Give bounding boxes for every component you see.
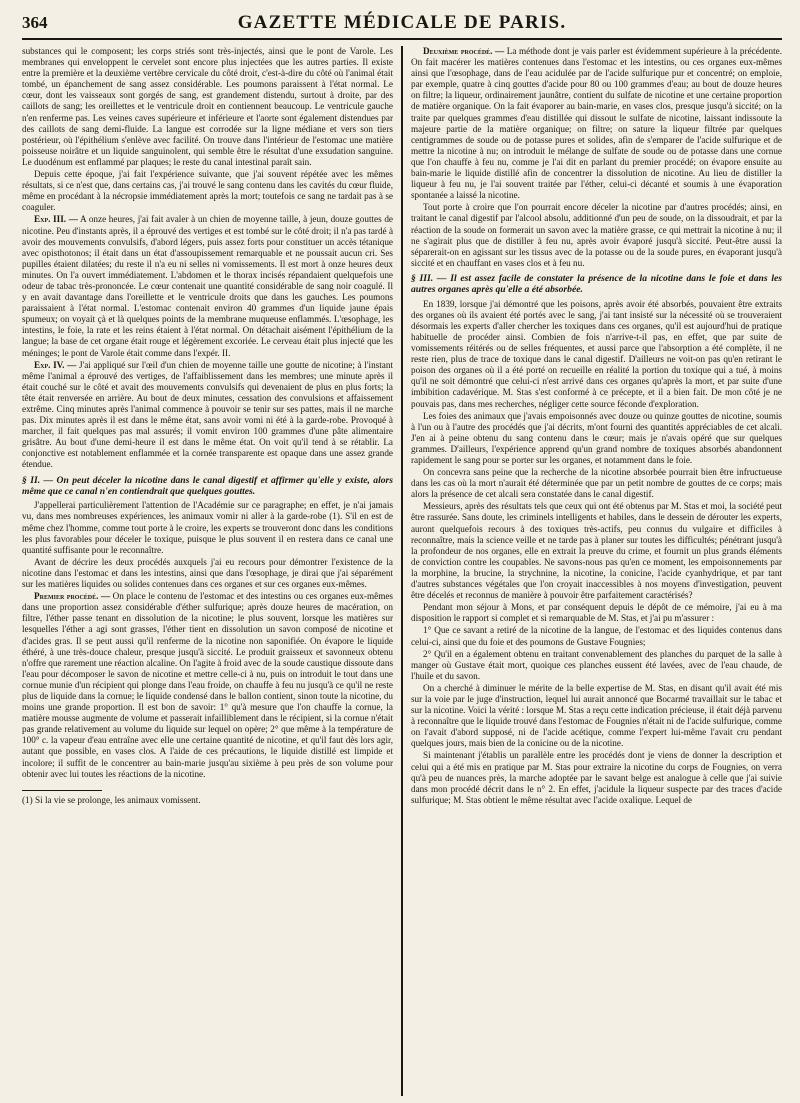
procedure-paragraph <box>411 46 782 201</box>
paragraph: J'appellerai particulièrement l'attention de l'Académie sur ce paragraphe; en effet, je n'ai jamais vu, dans mes nombreuses expériences, les animaux vomir ni aller à la garde-robe (1). S'il en est de même chez l'homme, comme tout porte à le croire, les experts se trouveront donc dans les conditions les plus favorables pour déceler le toxique, puisque le plus souvent il en restera dans ce canal une quantité suffisante pour le reconnaître. <box>22 500 394 555</box>
footnote-rule <box>22 790 102 791</box>
paragraph: substances qui le composent; les corps striés sont très-injectés, ainsi que le pont de Varole. Les membranes qui enveloppent le cervelet sont encore plus injectées que les autres parties. Il existe entre la première et la deuxième vertèbre cervicale du côté droit, c'est-à-dire du côté où l'animal était tombé, un épanchement de sang assez considérable. Les poumons paraissent à l'état normal. Le cœur, dont les vaisseaux sont gorgés de sang, est grandement distendu, surtout à droite, par des caillots de sang; les oreillettes et le ventricule droit en contiennent beaucoup. Le ventricule gauche n'en renferme pas. Les veines caves supérieure et inférieure et l'aorte sont également distendues par des caillots de sang demi-fluide. La langue est corrodée sur la ligne médiane et vers son tiers postérieur, où l'épithélium s'enlève avec facilité. On trouve dans l'intérieur de l'estomac une matière poisseuse noirâtre et un liquide sanguinolent, qui semble être le résultat d'une exsudation sanguine. Le duodénum est enflammé par plaques; le reste du canal intestinal paraît sain. <box>22 46 394 167</box>
experiment-label: Exp. III. — <box>34 214 78 225</box>
experiment-label: Exp. IV. — <box>34 359 77 370</box>
paragraph: 1° Que ce savant a retiré de la nicotine de la langue, de l'estomac et des liquides contenus dans celui-ci, ainsi que du foie et des poumons de Gustave Fougnies; <box>410 625 782 647</box>
paragraph: On a cherché à diminuer le mérite de la belle expertise de M. Stas, en disant qu'il avait été mis sur la voie par le juge d'instruction, lequel lui aurait annoncé que Bocarmé travaillait sur le tabac et sur la nicotine. Voici la vérité : lorsque M. Stas a reçu cette indication précieuse, il était déjà parvenu à reconnaître que le liquide trouvé dans l'estomac de Fougnies n'était ni de l'acide sulfurique, comme on l'avait d'abord supposé, ni de l'acide acétique, comme l'expert lui-même l'avait cru pendant quelques jours, mais bien de la conicine ou de la nicotine. <box>410 682 782 749</box>
procedure-paragraph <box>22 591 393 780</box>
paragraph: Messieurs, après des résultats tels que ceux qui ont été obtenus par M. Stas et moi, la société peut être rassurée. Sans doute, les criminels intelligents et habiles, dans le dessein de dérouter les experts, auront quelquefois recours à des toxiques très-actifs, peu connus du vulgaire et difficiles à reconnaître, mais la science veille et ne tarde pas à planer sur toutes les difficultés; pénétrant jusqu'à la profondeur de nos organes, elle en extrait la preuve du crime, et fournit un plus grands éléments de conviction contre les coupables. Ne savons-nous pas qu'en ce moment, les empoisonnements par la morphine, la brucine, la strychnine, la nicotine, la conicine, l'acide cyanhydrique, et par tant d'autres substances végétales que l'on croyait inaccessibles à nos moyens d'investigation, peuvent être décelés et reconnus de manière à pouvoir être parfaitement caractérisés? <box>410 501 782 601</box>
footnote: (1) Si la vie se prolonge, les animaux vomissent. <box>22 794 201 805</box>
paragraph: Les foies des animaux que j'avais empoisonnés avec douze ou quinze gouttes de nicotine, soumis à l'un ou à l'autre des procédés que j'ai décrits, m'ont fourni des quantités appréciables de cet alcali. J'en ai à peine obtenu du sang contenu dans le cœur; mais je n'avais opéré que sur quelques grammes. D'ailleurs, l'expérience apprend qu'un grand nombre de toxiques absorbés abandonnent rapidement le sang pour se porter sur les organes, et notamment dans le foie. <box>410 410 782 465</box>
page-number: 364 <box>22 13 48 32</box>
section-heading: § III. — Il est assez facile de constater la présence de la nicotine dans le foie et dans les autres organes après qu'elle a été absorbée. <box>410 272 782 296</box>
paragraph: Pendant mon séjour à Mons, et par conséquent depuis le dépôt de ce mémoire, j'ai eu à ma disposition le rapport si complet et si remarquable de M. Stas, et j'ai pu m'assurer : <box>410 602 782 624</box>
experiment-paragraph <box>22 360 393 471</box>
paragraph: On concevra sans peine que la recherche de la nicotine absorbée pourrait bien être infructueuse dans les cas où la mort n'aurait été déterminée que par un petit nombre de gouttes de ce corps; mais alors la présence de cet alcali sera constatée dans le canal digestif. <box>410 467 782 500</box>
paragraph: En 1839, lorsque j'ai démontré que les poisons, après avoir été absorbés, pouvaient être extraits des organes où ils avaient été portés avec le sang, j'ai tant insisté sur la nécessité où se trouveraient désormais les experts d'aller chercher les toxiques dans ces organes, qu'il est aujourd'hui de pratique habituelle de procéder ainsi. Combien de fois n'arrive-t-il pas, en effet, que par suite de vomissements réitérés ou de selles fréquentes, et aussi parce que l'absorption a été complète, il ne reste rien, plus de trace de toxique dans le canal digestif. D'ailleurs ne voit-on pas qu'en retirant le poison des organes où il a été porté on recueille en réalité la portion du toxique qui a tué, à moins qu'il ne soit démontré que celui-ci n'est arrivé dans ces organes qu'après la mort, et par suite d'une imbibition cadavérique. M. Stas s'est conformé à ce précepte, et il a bien fait. De mon côté je ne pouvais pas, dans mes recherches, négliger cette source féconde d'exploration. <box>410 298 782 409</box>
paragraph: Tout porte à croire que l'on pourrait encore déceler la nicotine par d'autres procédés; ainsi, en traitant le canal digestif par l'alcool absolu, additionné d'un peu de soude, on la dissoudrait, et par la réaction de la soude on formerait un savon avec la matière grasse, ce qui mettrait la nicotine à nu; il ne s'agirait plus que de distiller à feu nu, après avoir évaporé jusqu'à siccité. Peut-être aussi la séparerait-on en agissant sur les tissus avec de la potasse ou de la soude pures, en évaporant jusqu'à siccité et en chauffant en vases clos et à feu nu. <box>410 202 782 268</box>
procedure-label: Deuxième procédé. — <box>422 46 505 56</box>
paragraph: Depuis cette époque, j'ai fait l'expérience suivante, que j'ai souvent répétée avec les mêmes résultats, si ce n'est que, dans certains cas, j'ai trouvé le sang contenu dans les cavités du cœur fluide, même en procédant à la nécropsie immédiatement après la mort; toutefois ce sang ne tardait pas à se coaguler. <box>22 169 394 213</box>
paragraph: 2° Qu'il en a également obtenu en traitant convenablement des planches du parquet de la salle à manger où Gustave était mort, quoique ces planches eussent été lavées, avec de l'eau chaude, de l'huile et du savon. <box>410 648 782 681</box>
procedure-text: La méthode dont je vais parler est évidemment supérieure à la précédente. On fait macérer les matières contenues dans l'estomac et les intestins, ou ces organes eux-mêmes ainsi que l'œsophage, dans de l'eau acidulée par de l'acide sulfurique pur et concentré; on emploie, par exemple, quatre à cinq gouttes d'acide pour 80 ou 100 grammes d'eau; au bout de douze heures on filtre; la liqueur, ordinairement jaunâtre, contient du sulfate de nicotine et une certaine proportion de matière organique. On la fait évaporer au bain-marie, en vases clos, presque jusqu'à siccité; on la traite par quelques grammes d'eau distillée qui dissout le sulfate de nicotine, laissant indissoute la majeure partie de la matière organique; on filtre; on sature la liqueur filtrée par quelques centigrammes de soude ou de potasse pures et solides, afin de s'emparer de l'acide sulfurique et de mettre la nicotine à nu; on introduit le mélange de sulfate de soude ou de potasse dans une cornue que l'on chauffe à feu nu, comme je l'ai dit en parlant du premier procédé; on évapore ensuite au bain-marie le liquide distillé afin de concentrer la dissolution de nicotine. Au lieu de distiller la liqueur à feu nu, je l'ai souvent traitée par l'éther, celui-ci décanté et soumis à une évaporation spontanée a laissé la nicotine. <box>410 46 782 201</box>
experiment-text: A onze heures, j'ai fait avaler à un chien de moyenne taille, à jeun, douze gouttes de nicotine. Peu d'instants après, il a éprouvé des vertiges et est tombé sur le côté droit; il n'a pas tardé à avoir des mouvements convulsifs, d'abord légers, puis assez forts pour constituer un accès tétanique avec opisthotonos; il était dans un état d'assoupissement remarquable et ne poussait aucun cri. Ses pupilles étaient dilatées; du reste il n'a eu ni selles ni vomissements. Il est mort à onze heures deux minutes. On l'a ouvert immédiatement. L'abdomen et le thorax incisés répandaient quelquefois une odeur de tabac très-prononcée. Le cœur contenait une quantité considérable de sang noir coagulé. Il y en avait davantage dans l'oreillette et le ventricule droits que dans les gauches. Les poumons paraissaient à l'état normal. L'estomac contenait environ 40 grammes d'un liquide jaune épais spumeux; on voyait çà et là quelques points de la membrane muqueuse enflammés. L'œsophage, les intestins, le foie, la rate et les reins étaient à l'état normal. On détachait aisément l'épithélium de la langue; la base de cet organe était rouge et légèrement excoriée. Le cerveau était plus injecté que les méninges; le pont de Varole était comme dans l'expér. II. <box>22 214 394 358</box>
paragraph: Avant de décrire les deux procédés auxquels j'ai eu recours pour démontrer l'existence de la nicotine dans l'estomac et dans les intestins, ainsi que dans l'œsophage, je dirai que j'ai séparément sur les matières liquides ou solides contenues dans ces organes et sur ces organes eux-mêmes. <box>22 556 394 590</box>
section-heading: § II. — On peut déceler la nicotine dans le canal digestif et affirmer qu'elle y existe, alors même que ce canal n'en contiendrait que quelques gouttes. <box>22 474 394 497</box>
paragraph: Si maintenant j'établis un parallèle entre les procédés dont je viens de donner la description et celui qui a été mis en pratique par M. Stas pour extraire la nicotine du corps de Fougnies, on verra qu'à peu de nuances près, la marche adoptée par le savant belge est analogue à celle que j'ai suivie dans mon procédé décrit dans le n° 2. En effet, j'acidule la liqueur suspecte par des traces d'acide sulfurique; M. Stas obtient le même résultat avec l'acide oxalique. Lequel de <box>410 750 782 805</box>
procedure-text: On place le contenu de l'estomac et des intestins ou ces organes eux-mêmes dans une proportion assez considérable d'éther sulfurique; après douze heures de macération, on filtre, l'éther passe tenant en dissolution de la nicotine; le plus souvent, lorsque les matières sur lesquelles l'éther a agi sont grasses, l'éther tient en dissolution un savon composé de nicotine et d'acides gras. Il se peut aussi qu'il renferme de la nicotine non saponifiée. On évapore le liquide éthéré, à une très-douce chaleur, presque jusqu'à siccité. Le produit graisseux et savonneux obtenu n'offre que rarement une réaction alcaline. On l'agite à froid avec de la soude caustique dissoute dans l'eau pour décomposer le savon de nicotine et mettre celle-ci à nu, puis on introduit le tout dans une cornue munie d'un récipient qui plonge dans l'eau froide, on chauffe à feu nu jusqu'à ce qu'il ne reste plus de liquide dans la cornue; le liquide condensé dans le ballon contient, sinon toute la nicotine, du moins une grande proportion. Il est bon de savoir: 1° qu'à mesure que l'on chauffe la cornue, la matière mousse augmente de volume et passerait infailliblement dans le récipient, si la cornue n'était pas grande relativement au volume du liquide sur lequel on opère; 2° que même à la température de 100° c. la vapeur d'eau entraîne avec elle une certaine quantité de nicotine, et qu'il faut dès lors agir, autant que possible, en vases clos. A l'aide de ces précautions, le liquide distillé est limpide et incolore; il suffit de le concentrer au bain-marie jusqu'au sixième à peu près de son volume pour obtenir avec lui toutes les réactions de la nicotine. <box>22 591 394 779</box>
journal-title: GAZETTE MÉDICALE DE PARIS. <box>237 12 567 33</box>
running-head <box>22 12 782 40</box>
left-column <box>22 46 401 1096</box>
text-columns <box>22 46 782 1096</box>
experiment-paragraph <box>22 214 393 358</box>
experiment-text: J'ai appliqué sur l'œil d'un chien de moyenne taille une goutte de nicotine; à l'instant même l'animal a éprouvé des vertiges, de l'affaiblissement dans les membres; une minute après il était couché sur le côté et avait des mouvements convulsifs qui devenaient de plus en plus forts; la tête était renversée en arrière. Au bout de deux minutes, cessation des convulsions et affaissement extrême. Cinq minutes après l'animal commence à pouvoir se tenir sur ses pattes, mais il ne marche pas. Dix minutes après il est dans le même état, sans avoir vomi ni été à la garde-robe. Provoqué à marcher, il fait quelques pas mal assurés; il vomit environ 100 grammes d'une pâte alimentaire grisâtre. Au bout d'une demi-heure il est dans le même état. On voit qu'il tend à se rétablir. La conjonctive est notablement enflammée et la cornée transparente est opaque dans une assez grande étendue. <box>22 359 394 470</box>
right-column <box>403 46 782 1096</box>
procedure-label: Premier procédé. — <box>34 591 111 602</box>
